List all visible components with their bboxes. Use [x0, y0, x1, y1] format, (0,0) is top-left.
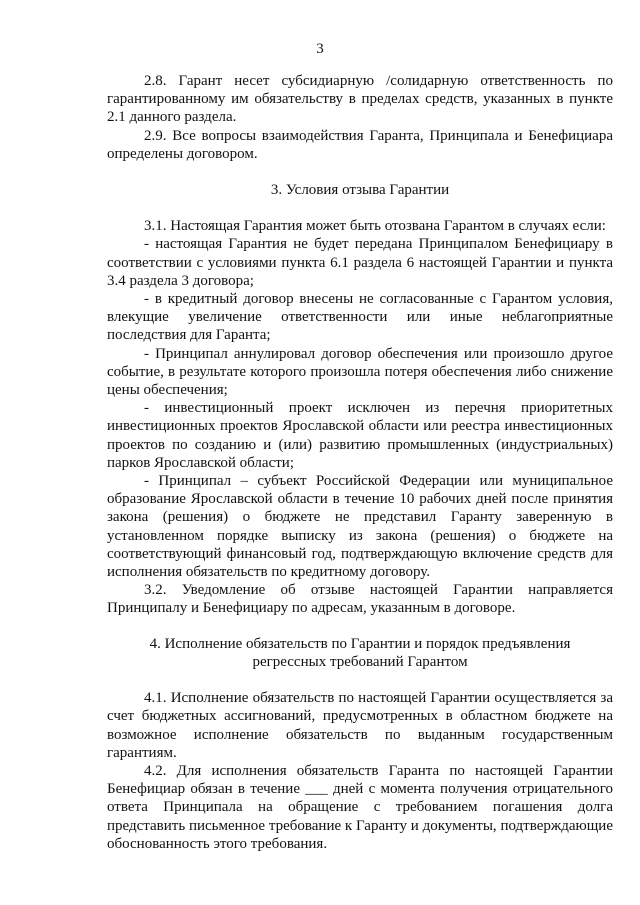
list-item: - настоящая Гарантия не будет передана Принципалом Бенефициару в соответствии с условиями пункта 6.1 раздела 6 настоящей Гарантии и пункта 3.4 раздела 3 договора;	[107, 236, 613, 289]
paragraph-3-2: 3.2. Уведомление об отзыве настоящей Гарантии направляется Принципалу и Бенефициару по адресам, указанным в договоре.	[107, 582, 613, 617]
section-4-heading-line-1: 4. Исполнение обязательств по Гарантии и порядок предъявления	[149, 635, 571, 652]
section-3-heading: 3. Условия отзыва Гарантии	[270, 182, 450, 199]
spacer	[107, 671, 613, 689]
paragraph-2-9: 2.9. Все вопросы взаимодействия Гаранта, Принципала и Бенефициара определены договором.	[107, 127, 613, 162]
spacer	[107, 618, 613, 635]
list-item: - инвестиционный проект исключен из перечня приоритетных инвестиционных проектов Ярославской области или реестра инвестиционных проектов по созданию и (или) развитию промышленных (индустриальных) парков Ярославской области;	[107, 400, 613, 471]
document-body	[107, 72, 613, 853]
paragraph-4-2: 4.2. Для исполнения обязательств Гаранта по настоящей Гарантии Бенефициар обязан в течение ___ дней с момента получения отрицательного ответа Принципала на обращение с требованием погашения долга представить письменное требование к Гаранту и документы, подтверждающие обоснованность этого требования.	[107, 762, 613, 852]
paragraph-2-8: 2.8. Гарант несет субсидиарную /солидарную ответственность по гарантированному им обязательству в пределах средств, указанных в пункте 2.1 данного раздела.	[107, 73, 613, 126]
page-number: 3	[316, 41, 324, 57]
section-4-heading-line-2: регрессных требований Гарантом	[252, 653, 468, 670]
spacer	[107, 163, 613, 181]
paragraph-3-1: 3.1. Настоящая Гарантия может быть отозвана Гарантом в случаях если:	[144, 218, 606, 235]
list-item: - Принципал аннулировал договор обеспечения или произошло другое событие, в результате которого произошла потеря обеспечения либо снижение цены обеспечения;	[107, 345, 613, 399]
spacer	[107, 199, 613, 217]
paragraph-4-1: 4.1. Исполнение обязательств по настоящей Гарантии осуществляется за счет бюджетных ассигнований, предусмотренных в областном бюджете на возможное исполнение обязательств по выданным государственным гарантиям.	[107, 690, 613, 761]
list-item: - в кредитный договор внесены не согласованные с Гарантом условия, влекущие увеличение ответственности или иные неблагоприятные последствия для Гаранта;	[107, 291, 613, 344]
list-item: - Принципал – субъект Российской Федерации или муниципальное образование Ярославской области в течение 10 рабочих дней после принятия закона (решения) о бюджете не представил Гаранту заверенную в установленном порядке выписку из закона (решения) о бюджете на соответствующий финансовый год, подтверждающую включение средств для исполнения обязательств по кредитному договору.	[107, 473, 613, 581]
